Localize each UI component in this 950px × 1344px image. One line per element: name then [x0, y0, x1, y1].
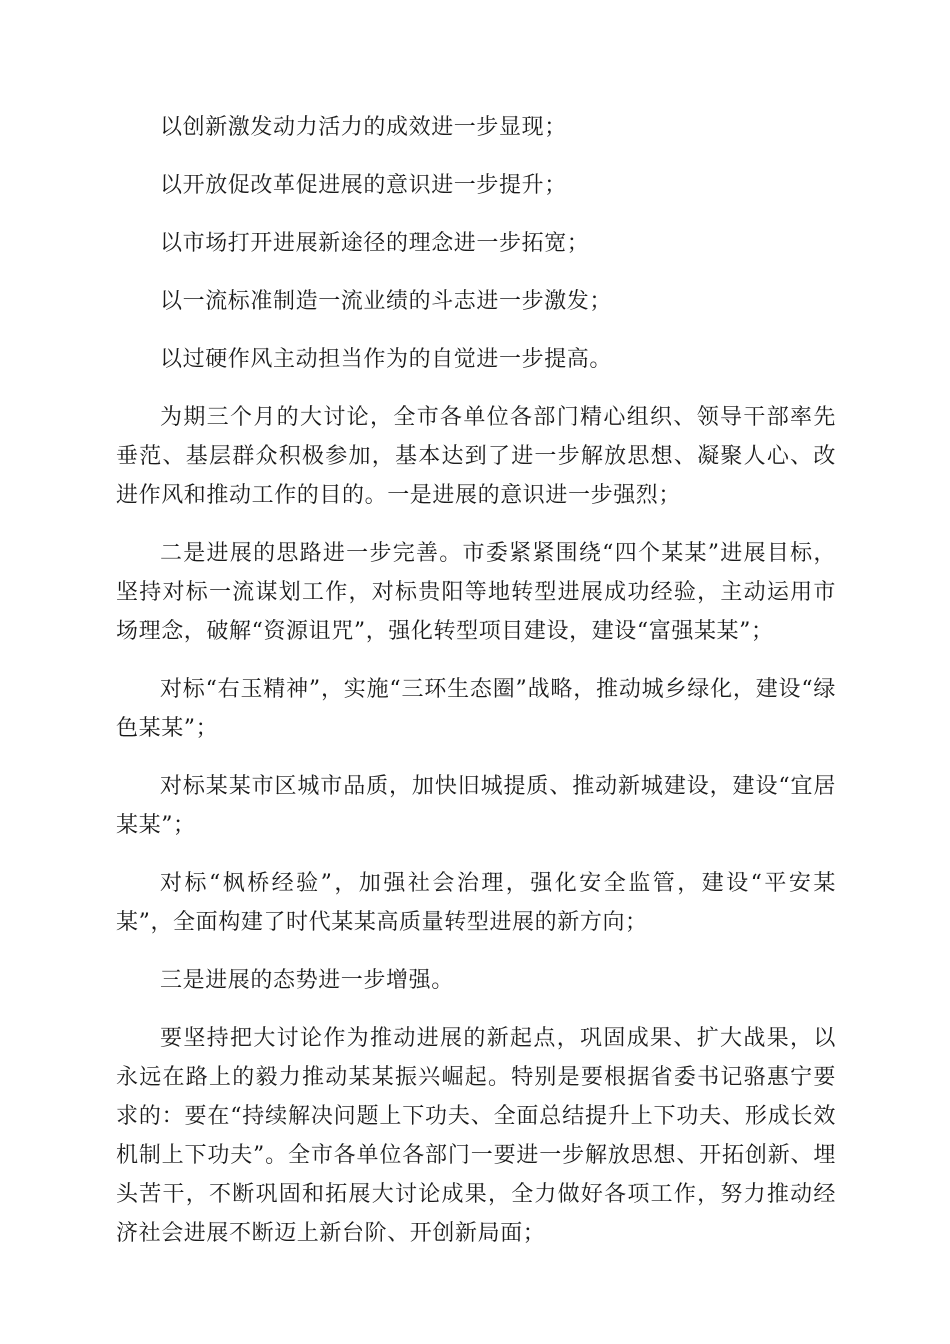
paragraph-1: 以创新激发动力活力的成效进一步显现； [160, 115, 567, 140]
paragraph-12: 要坚持把大讨论作为推动进展的新起点，巩固成果、扩大战果，以永远在路上的毅力推动某某振兴崛起。特别是要根据省委书记骆惠宁要求的：要在“持续解决问题上下功夫、全面总结提升上下功夫、形成长效机制上下功夫”。全市各单位各部门一要进一步解放思想、开拓创新、埋头苦干，不断巩固和拓展大讨论成果，全力做好各项工作，努力推动经济社会进展不断迈上新台阶、开创新局面； [116, 1026, 836, 1246]
paragraph-9: 对标某某市区城市品质，加快旧城提质、推动新城建设，建设“宜居某某”； [116, 774, 836, 838]
paragraph-10: 对标“枫桥经验”，加强社会治理，强化安全监管，建设“平安某某”，全面构建了时代某某高质量转型进展的新方向； [116, 871, 836, 935]
paragraph-3: 以市场打开进展新途径的理念进一步拓宽； [160, 231, 590, 256]
paragraph-4: 以一流标准制造一流业绩的斗志进一步激发； [160, 289, 613, 314]
paragraph-7: 二是进展的思路进一步完善。市委紧紧围绕“四个某某”进展目标，坚持对标一流谋划工作，对标贵阳等地转型进展成功经验，主动运用市场理念，破解“资源诅咒”，强化转型项目建设，建设“富强某某”； [116, 541, 836, 644]
paragraph-2: 以开放促改革促进展的意识进一步提升； [160, 173, 567, 198]
paragraph-6: 为期三个月的大讨论，全市各单位各部门精心组织、领导干部率先垂范、基层群众积极参加，基本达到了进一步解放思想、凝聚人心、改进作风和推动工作的目的。一是进展的意识进一步强烈； [116, 405, 836, 508]
paragraph-8: 对标“右玉精神”，实施“三环生态圈”战略，推动城乡绿化，建设“绿色某某”； [116, 677, 836, 741]
paragraph-11: 三是进展的态势进一步增强。 [160, 968, 454, 993]
paragraph-5: 以过硬作风主动担当作为的自觉进一步提高。 [160, 347, 613, 372]
document-body [116, 108, 836, 1272]
